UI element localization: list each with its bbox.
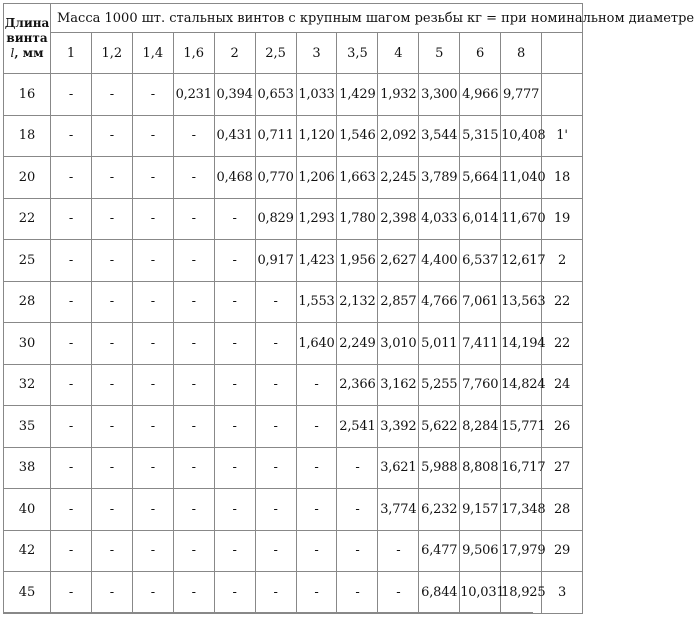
mass-cell: - (173, 323, 214, 365)
mass-cell: - (173, 198, 214, 240)
mass-cell: - (214, 281, 255, 323)
mass-cell: 9,157 (460, 489, 501, 531)
mass-cell: 2,627 (378, 240, 419, 282)
bottom-divider (3, 612, 533, 613)
mass-cell: 3,162 (378, 364, 419, 406)
length-cell: 22 (4, 198, 51, 240)
mass-cell: - (378, 530, 419, 572)
mass-cell: 16,717 (501, 447, 542, 489)
mass-cell: 19 (542, 198, 583, 240)
mass-cell: - (255, 489, 296, 531)
length-cell: 20 (4, 157, 51, 199)
mass-cell: - (51, 115, 92, 157)
mass-cell: - (173, 115, 214, 157)
mass-cell: 1,956 (337, 240, 378, 282)
mass-cell: - (132, 198, 173, 240)
mass-cell: 5,988 (419, 447, 460, 489)
mass-cell: 3,392 (378, 406, 419, 448)
mass-cell: - (91, 364, 132, 406)
size-header (542, 33, 583, 74)
mass-cell: - (296, 572, 337, 614)
mass-cell: 2,092 (378, 115, 419, 157)
table-row (4, 115, 583, 157)
mass-cell: - (51, 489, 92, 531)
mass-cell: 1,932 (378, 74, 419, 116)
length-cell: 18 (4, 115, 51, 157)
header-row-title (4, 4, 583, 33)
mass-cell: 15,771 (501, 406, 542, 448)
mass-cell: 5,664 (460, 157, 501, 199)
mass-cell: 1,429 (337, 74, 378, 116)
mass-cell: 0,770 (255, 157, 296, 199)
mass-cell: 1,663 (337, 157, 378, 199)
mass-cell: - (214, 323, 255, 365)
mass-cell: - (214, 364, 255, 406)
mass-cell: 1,780 (337, 198, 378, 240)
mass-cell: 4,400 (419, 240, 460, 282)
mass-cell: 3,010 (378, 323, 419, 365)
mass-cell: - (91, 447, 132, 489)
mass-cell: - (214, 198, 255, 240)
mass-cell: 1,293 (296, 198, 337, 240)
length-cell: 42 (4, 530, 51, 572)
mass-cell: - (91, 406, 132, 448)
mass-cell: - (132, 281, 173, 323)
mass-cell: 1,033 (296, 74, 337, 116)
size-header: 3 (296, 33, 337, 74)
mass-cell: 1,120 (296, 115, 337, 157)
mass-cell: 10,031 (460, 572, 501, 614)
table-row (4, 489, 583, 531)
table-row (4, 572, 583, 614)
mass-cell: - (255, 281, 296, 323)
mass-cell: - (173, 530, 214, 572)
mass-cell: 5,315 (460, 115, 501, 157)
mass-cell: - (132, 115, 173, 157)
mass-cell: 12,617 (501, 240, 542, 282)
mass-cell: - (51, 74, 92, 116)
mass-cell: 6,844 (419, 572, 460, 614)
mass-cell: 9,777 (501, 74, 542, 116)
size-header: 1,2 (91, 33, 132, 74)
screw-mass-table-container (3, 3, 694, 613)
mass-cell: - (132, 323, 173, 365)
mass-cell: 22 (542, 323, 583, 365)
size-header: 2,5 (255, 33, 296, 74)
mass-cell: 1,423 (296, 240, 337, 282)
mass-cell: - (91, 281, 132, 323)
mass-cell: - (337, 489, 378, 531)
mass-cell: - (337, 572, 378, 614)
table-row (4, 157, 583, 199)
mass-cell: - (51, 364, 92, 406)
mass-cell: 0,653 (255, 74, 296, 116)
mass-cell (542, 74, 583, 116)
mass-cell: - (378, 572, 419, 614)
length-cell: 16 (4, 74, 51, 116)
mass-cell: 0,711 (255, 115, 296, 157)
mass-cell: 2,541 (337, 406, 378, 448)
mass-cell: 3 (542, 572, 583, 614)
corner-line2: винта (6, 31, 48, 45)
mass-cell: - (173, 157, 214, 199)
table-row (4, 198, 583, 240)
table-row (4, 240, 583, 282)
mass-cell: - (91, 489, 132, 531)
table-title: Масса 1000 шт. стальных винтов с крупным шагом резьбы кг = при номинальном диаметре (51, 4, 583, 33)
mass-cell: 2 (542, 240, 583, 282)
mass-cell: - (132, 489, 173, 531)
mass-cell: 0,231 (173, 74, 214, 116)
mass-cell: 3,789 (419, 157, 460, 199)
mass-cell: - (91, 530, 132, 572)
mass-cell: - (91, 74, 132, 116)
mass-cell: - (51, 572, 92, 614)
length-cell: 32 (4, 364, 51, 406)
mass-cell: 5,255 (419, 364, 460, 406)
table-row (4, 74, 583, 116)
mass-cell: - (214, 240, 255, 282)
length-cell: 38 (4, 447, 51, 489)
mass-cell: 8,284 (460, 406, 501, 448)
mass-cell: - (173, 406, 214, 448)
mass-cell: - (296, 530, 337, 572)
length-cell: 45 (4, 572, 51, 614)
mass-cell: 6,232 (419, 489, 460, 531)
mass-cell: - (255, 323, 296, 365)
mass-cell: 5,011 (419, 323, 460, 365)
mass-cell: 6,537 (460, 240, 501, 282)
mass-cell: 3,621 (378, 447, 419, 489)
size-header: 2 (214, 33, 255, 74)
table-row (4, 364, 583, 406)
mass-cell: - (51, 157, 92, 199)
mass-cell: 14,824 (501, 364, 542, 406)
size-header: 4 (378, 33, 419, 74)
size-header: 3,5 (337, 33, 378, 74)
size-header: 8 (501, 33, 542, 74)
length-column-header (4, 4, 51, 74)
screw-mass-table (3, 3, 694, 614)
mass-cell: - (132, 364, 173, 406)
mass-cell: 3,300 (419, 74, 460, 116)
mass-cell: - (337, 447, 378, 489)
mass-cell: - (173, 281, 214, 323)
mass-cell: 18 (542, 157, 583, 199)
table-body (4, 74, 583, 614)
mass-cell: 14,194 (501, 323, 542, 365)
length-cell: 30 (4, 323, 51, 365)
mass-cell: 4,766 (419, 281, 460, 323)
mass-cell: - (51, 530, 92, 572)
mass-cell: - (132, 530, 173, 572)
mass-cell: - (91, 323, 132, 365)
mass-cell: 1' (542, 115, 583, 157)
mass-cell: 1,553 (296, 281, 337, 323)
length-cell: 35 (4, 406, 51, 448)
mass-cell: 17,348 (501, 489, 542, 531)
mass-cell: - (51, 447, 92, 489)
table-row (4, 447, 583, 489)
mass-cell: - (51, 240, 92, 282)
table-row (4, 323, 583, 365)
mass-cell: 24 (542, 364, 583, 406)
length-cell: 25 (4, 240, 51, 282)
header-row-sizes (4, 33, 583, 74)
mass-cell: - (173, 240, 214, 282)
table-row (4, 406, 583, 448)
mass-cell: - (214, 530, 255, 572)
mass-cell: 2,249 (337, 323, 378, 365)
mass-cell: 11,040 (501, 157, 542, 199)
mass-cell: 2,857 (378, 281, 419, 323)
mass-cell: - (132, 240, 173, 282)
mass-cell: 7,061 (460, 281, 501, 323)
mass-cell: - (91, 240, 132, 282)
mass-cell: - (214, 447, 255, 489)
mass-cell: 26 (542, 406, 583, 448)
mass-cell: - (51, 323, 92, 365)
mass-cell: - (337, 530, 378, 572)
size-header: 1,6 (173, 33, 214, 74)
length-cell: 28 (4, 281, 51, 323)
length-cell: 40 (4, 489, 51, 531)
mass-cell: 0,394 (214, 74, 255, 116)
mass-cell: 11,670 (501, 198, 542, 240)
mass-cell: - (132, 157, 173, 199)
size-header: 1 (51, 33, 92, 74)
mass-cell: - (296, 447, 337, 489)
mass-cell: 7,411 (460, 323, 501, 365)
mass-cell: - (173, 364, 214, 406)
mass-cell: 6,014 (460, 198, 501, 240)
mass-cell: 3,774 (378, 489, 419, 531)
size-header: 6 (460, 33, 501, 74)
mass-cell: - (51, 281, 92, 323)
mass-cell: - (91, 157, 132, 199)
mass-cell: 2,132 (337, 281, 378, 323)
corner-l-symbol: l (10, 46, 15, 60)
size-header: 1,4 (132, 33, 173, 74)
mass-cell: 22 (542, 281, 583, 323)
mass-cell: - (51, 406, 92, 448)
mass-cell: - (214, 489, 255, 531)
mass-cell: 1,640 (296, 323, 337, 365)
mass-cell: 6,477 (419, 530, 460, 572)
corner-line1: Длина (4, 16, 50, 30)
mass-cell: 13,563 (501, 281, 542, 323)
mass-cell: - (173, 489, 214, 531)
mass-cell: 0,917 (255, 240, 296, 282)
mass-cell: - (173, 447, 214, 489)
table-row (4, 281, 583, 323)
mass-cell: 4,033 (419, 198, 460, 240)
mass-cell: - (51, 198, 92, 240)
mass-cell: - (91, 572, 132, 614)
mass-cell: - (214, 572, 255, 614)
mass-cell: - (255, 572, 296, 614)
mass-cell: - (255, 364, 296, 406)
mass-cell: - (132, 74, 173, 116)
mass-cell: 1,206 (296, 157, 337, 199)
size-header: 5 (419, 33, 460, 74)
mass-cell: 4,966 (460, 74, 501, 116)
mass-cell: - (91, 115, 132, 157)
mass-cell: 0,829 (255, 198, 296, 240)
mass-cell: 3,544 (419, 115, 460, 157)
mass-cell: 0,468 (214, 157, 255, 199)
mass-cell: 1,546 (337, 115, 378, 157)
mass-cell: 29 (542, 530, 583, 572)
mass-cell: - (255, 406, 296, 448)
mass-cell: 2,245 (378, 157, 419, 199)
mass-cell: 28 (542, 489, 583, 531)
mass-cell: 17,979 (501, 530, 542, 572)
mass-cell: - (132, 572, 173, 614)
mass-cell: - (296, 489, 337, 531)
mass-cell: - (214, 406, 255, 448)
corner-unit: , мм (14, 46, 44, 60)
mass-cell: 2,398 (378, 198, 419, 240)
mass-cell: - (296, 364, 337, 406)
mass-cell: - (91, 198, 132, 240)
mass-cell: 8,808 (460, 447, 501, 489)
mass-cell: 10,408 (501, 115, 542, 157)
mass-cell: - (296, 406, 337, 448)
mass-cell: 2,366 (337, 364, 378, 406)
mass-cell: 9,506 (460, 530, 501, 572)
table-row (4, 530, 583, 572)
mass-cell: - (255, 530, 296, 572)
mass-cell: 5,622 (419, 406, 460, 448)
mass-cell: 27 (542, 447, 583, 489)
mass-cell: 7,760 (460, 364, 501, 406)
mass-cell: - (132, 406, 173, 448)
mass-cell: 18,925 (501, 572, 542, 614)
mass-cell: - (173, 572, 214, 614)
mass-cell: - (255, 447, 296, 489)
mass-cell: - (132, 447, 173, 489)
mass-cell: 0,431 (214, 115, 255, 157)
